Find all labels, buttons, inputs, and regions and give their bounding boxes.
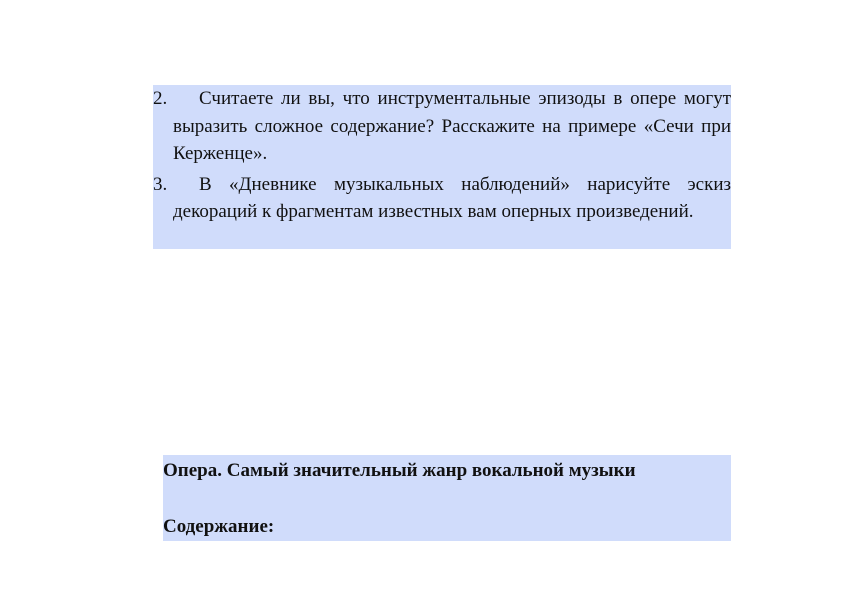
question-item bbox=[153, 85, 731, 168]
content-label: Содержание: bbox=[163, 516, 275, 537]
question-number: 3. bbox=[153, 173, 168, 195]
question-item bbox=[153, 171, 731, 226]
question-number: 2. bbox=[153, 88, 168, 109]
question-text: Считаете ли вы, что инструментальные эпизоды в опере могут выразить сложное содержание? Расскажите на примере «Сечи при Керженце». bbox=[173, 88, 731, 164]
question-text: В «Дневнике музыкальных наблюдений» нарисуйте эскиз декораций к фрагментам известных вам оперных произведений. bbox=[173, 173, 731, 222]
questions-block bbox=[153, 85, 731, 249]
summary-block bbox=[163, 455, 731, 541]
summary-title: Опера. Самый значительный жанр вокальной музыки bbox=[163, 460, 636, 481]
